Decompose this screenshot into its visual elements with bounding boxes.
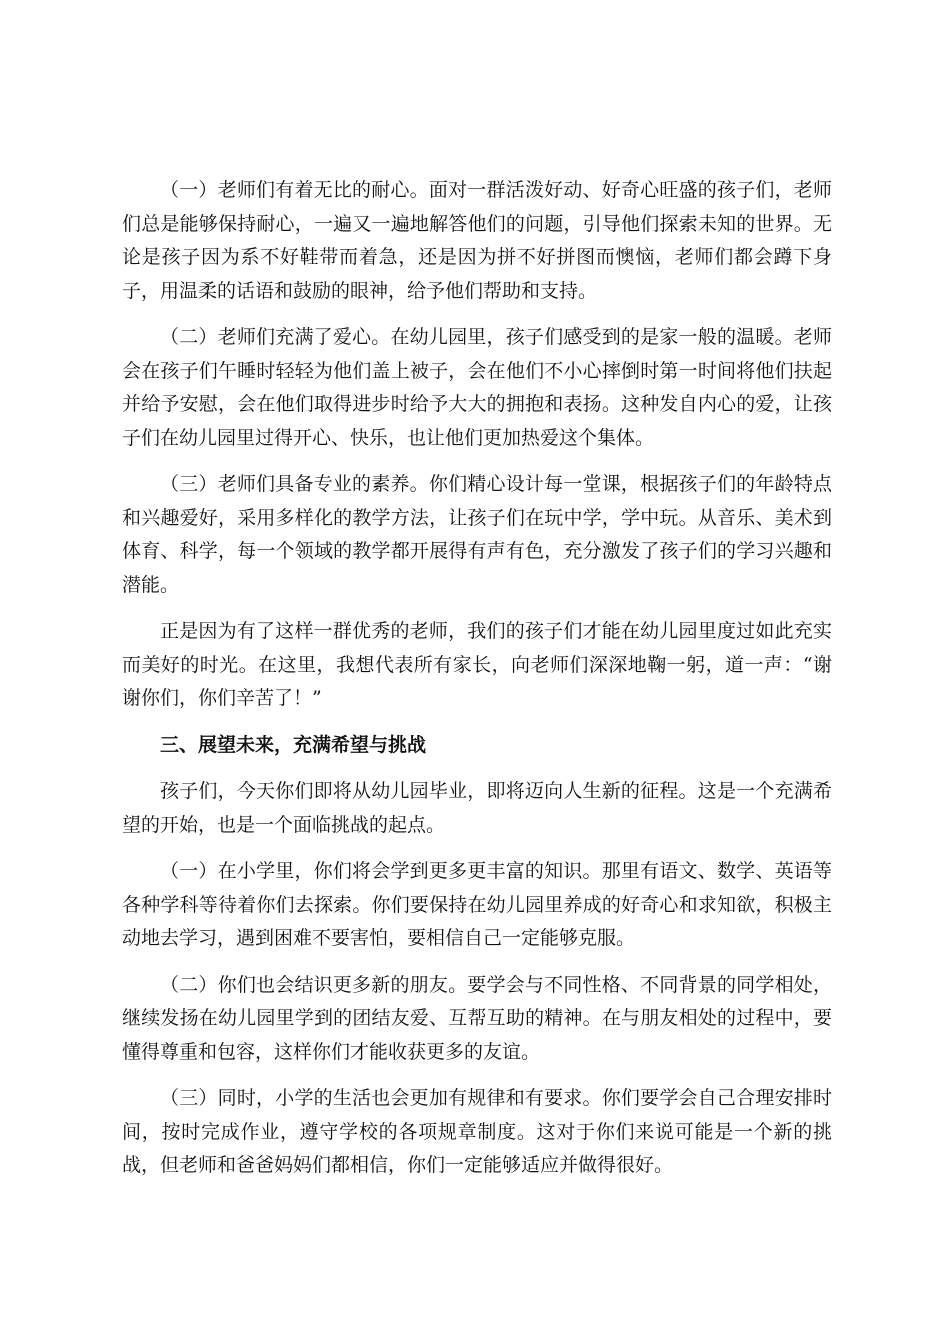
document-body — [122, 174, 832, 1196]
paragraph-thanks: 正是因为有了这样一群优秀的老师，我们的孩子们才能在幼儿园里度过如此充实而美好的时光。在这里，我想代表所有家长，向老师们深深地鞠一躬，道一声：“谢谢你们，你们辛苦了！” — [122, 620, 832, 709]
paragraph-intro-future: 孩子们，今天你们即将从幼儿园毕业，即将迈向人生新的征程。这是一个充满希望的开始，也是一个面临挑战的起点。 — [122, 780, 832, 836]
paragraph-friends: （二）你们也会结识更多新的朋友。要学会与不同性格、不同背景的同学相处，继续发扬在幼儿园里学到的团结友爱、互帮互助的精神。在与朋友相处的过程中，要懂得尊重和包容，这样你们才能收获更多的友谊。 — [122, 973, 832, 1063]
paragraph-knowledge: （一）在小学里，你们将会学到更多更丰富的知识。那里有语文、数学、英语等各种学科等待着你们去探索。你们要保持在幼儿园里养成的好奇心和求知欲，积极主动地去学习，遇到困难不要害怕，要相信自己一定能够克服。 — [122, 860, 832, 949]
paragraph-rules: （三）同时，小学的生活也会更加有规律和有要求。你们要学会自己合理安排时间，按时完成作业，遵守学校的各项规章制度。这对于你们来说可能是一个新的挑战，但老师和爸爸妈妈们都相信，你们一定能够适应并做得很好。 — [122, 1087, 832, 1176]
paragraph-patience: （一）老师们有着无比的耐心。面对一群活泼好动、好奇心旺盛的孩子们，老师们总是能够保持耐心，一遍又一遍地解答他们的问题，引导他们探索未知的世界。无论是孩子因为系不好鞋带而着急，还是因为拼不好拼图而懊恼，老师们都会蹲下身子，用温柔的话语和鼓励的眼神，给予他们帮助和支持。 — [122, 179, 832, 302]
section-heading: 三、展望未来，充满希望与挑战 — [160, 733, 427, 756]
paragraph-love: （二）老师们充满了爱心。在幼儿园里，孩子们感受到的是家一般的温暖。老师会在孩子们午睡时轻轻为他们盖上被子，会在他们不小心摔倒时第一时间将他们扶起并给予安慰，会在他们取得进步时给予大大的拥抱和表扬。这种发自内心的爱，让孩子们在幼儿园里过得开心、快乐，也让他们更加热爱这个集体。 — [122, 326, 832, 449]
paragraph-professional: （三）老师们具备专业的素养。你们精心设计每一堂课，根据孩子们的年龄特点和兴趣爱好，采用多样化的教学方法，让孩子们在玩中学，学中玩。从音乐、美术到体育、科学，每一个领域的教学都开展得有声有色，充分激发了孩子们的学习兴趣和潜能。 — [122, 473, 832, 596]
